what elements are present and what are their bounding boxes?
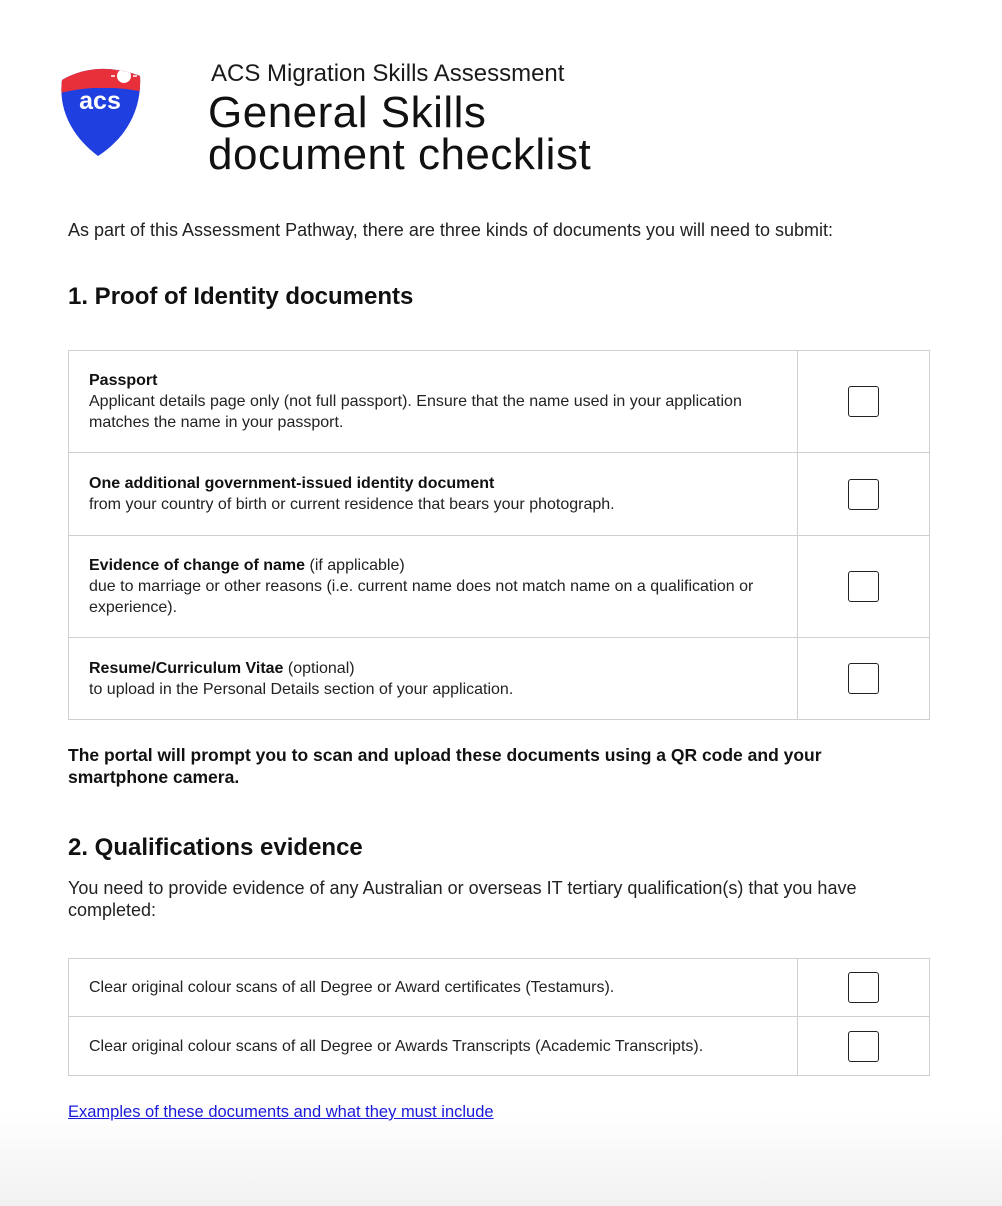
row-check-cell <box>798 453 929 535</box>
additional-id-checkbox[interactable] <box>848 479 879 510</box>
row-check-cell <box>798 959 929 1016</box>
qualifications-table <box>68 958 930 1076</box>
item-title: Evidence of change of name <box>89 557 306 574</box>
table-row <box>69 959 929 1017</box>
intro-text: As part of this Assessment Pathway, there are three kinds of documents you will need to submit: <box>68 220 834 240</box>
item-suffix: (optional) <box>283 659 355 677</box>
item-description: from your country of birth or current residence that bears your photograph. <box>89 496 615 513</box>
examples-link[interactable]: Examples of these documents and what they must include <box>68 1103 494 1121</box>
qualifications-intro: You need to provide evidence of any Australian or overseas IT tertiary qualification(s) that you have completed: <box>68 878 857 920</box>
item-description: to upload in the Personal Details section of your application. <box>89 680 514 698</box>
table-row <box>69 351 929 453</box>
transcripts-checkbox[interactable] <box>848 1031 879 1062</box>
page-title-line-2: document checklist <box>208 130 592 179</box>
row-check-cell <box>798 351 929 452</box>
degree-certificates-checkbox[interactable] <box>848 972 879 1003</box>
row-text <box>69 453 798 535</box>
resume-checkbox[interactable] <box>848 663 879 694</box>
logo-text: acs <box>79 87 121 115</box>
header-subtitle: ACS Migration Skills Assessment <box>211 60 565 87</box>
item-title: Resume/Curriculum Vitae <box>89 659 284 677</box>
row-check-cell <box>798 1017 929 1075</box>
page-title <box>208 88 592 179</box>
item-title: Passport <box>89 372 158 389</box>
table-row <box>69 453 929 536</box>
section-2-heading: 2. Qualifications evidence <box>68 834 363 861</box>
row-text <box>69 351 798 452</box>
item-title: One additional government-issued identity document <box>89 475 495 492</box>
passport-checkbox[interactable] <box>848 386 879 417</box>
item-description: Applicant details page only (not full passport). Ensure that the name used in your application matches the name in your passport. <box>89 393 742 431</box>
row-text: Clear original colour scans of all Degree or Awards Transcripts (Academic Transcripts). <box>69 1017 798 1075</box>
row-text: Clear original colour scans of all Degree or Award certificates (Testamurs). <box>69 959 798 1016</box>
row-text <box>69 536 798 637</box>
row-check-cell <box>798 536 929 637</box>
change-of-name-checkbox[interactable] <box>848 571 879 602</box>
table-row <box>69 536 929 638</box>
acs-logo <box>56 62 144 158</box>
upload-notice: The portal will prompt you to scan and upload these documents using a QR code and your smartphone camera. <box>68 745 822 787</box>
page-title-line-1: General Skills <box>208 88 487 137</box>
item-description: due to marriage or other reasons (i.e. current name does not match name on a qualification or experience). <box>89 578 754 616</box>
row-check-cell <box>798 638 929 719</box>
identity-documents-table <box>68 350 930 720</box>
table-row <box>69 1017 929 1075</box>
section-1-heading: 1. Proof of Identity documents <box>68 283 414 310</box>
table-row <box>69 638 929 719</box>
item-suffix: (if applicable) <box>305 557 405 574</box>
row-text <box>69 638 798 719</box>
